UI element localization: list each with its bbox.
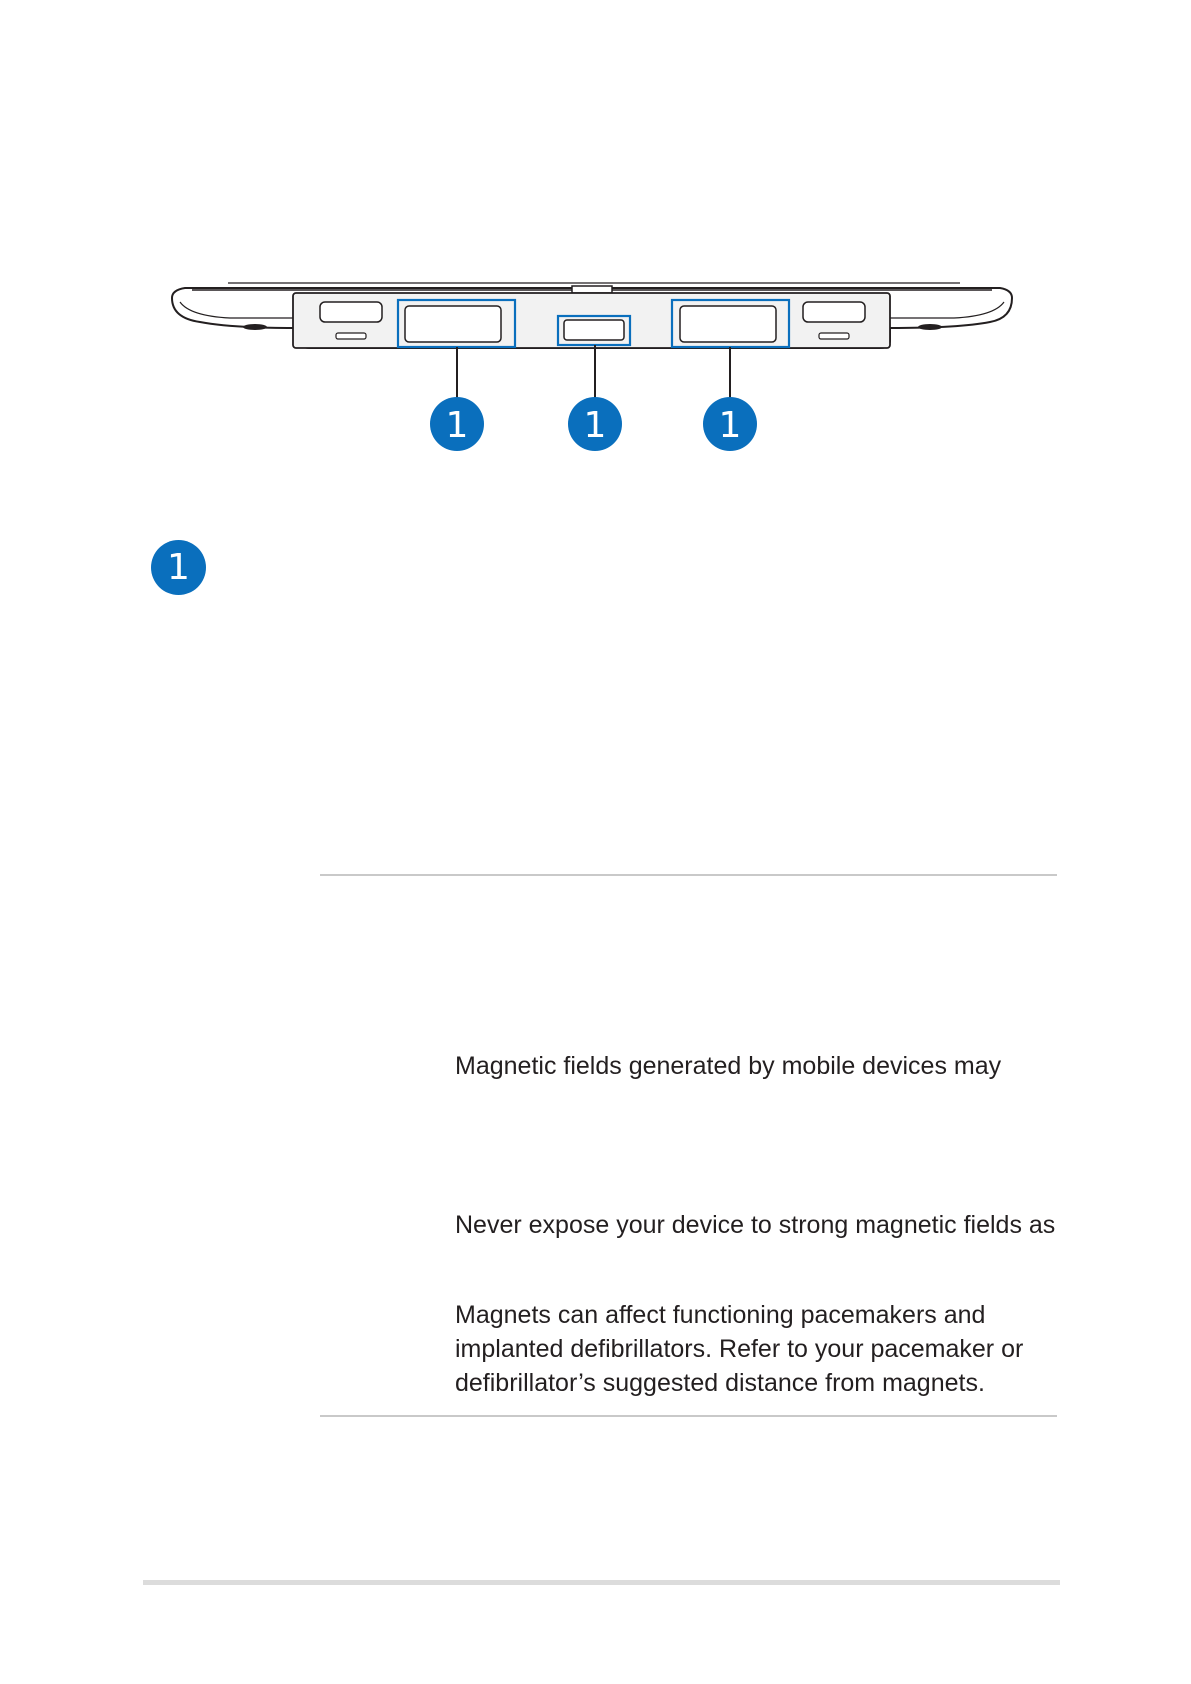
left-port xyxy=(320,302,382,322)
page-footer-rule xyxy=(143,1580,1060,1585)
notice-line-magnetic-fields: Magnetic fields generated by mobile devices may xyxy=(455,1052,1002,1080)
device-front-diagram xyxy=(0,0,1191,480)
notice-top-divider xyxy=(320,874,1057,876)
pacemaker-line-3: defibrillator’s suggested distance from magnets. xyxy=(455,1369,985,1397)
legend-callout-number: 1 xyxy=(167,547,190,588)
callout-right-label: 1 xyxy=(718,405,742,446)
notice-bottom-divider xyxy=(320,1415,1057,1417)
callout-left xyxy=(430,397,484,451)
center-connector xyxy=(564,320,624,340)
right-magnet xyxy=(680,306,776,342)
callout-center xyxy=(568,397,622,451)
callout-left-label: 1 xyxy=(445,405,469,446)
notice-pacemaker-warning xyxy=(455,1298,1055,1400)
left-magnet xyxy=(405,306,501,342)
pacemaker-line-2: implanted defibrillators. Refer to your pacemaker or xyxy=(455,1335,1024,1363)
notice-line-never-expose: Never expose your device to strong magnetic fields as xyxy=(455,1211,1056,1239)
callout-right xyxy=(703,397,757,451)
legend-callout xyxy=(151,540,206,595)
right-port xyxy=(803,302,865,322)
callout-center-label: 1 xyxy=(583,405,607,446)
pacemaker-line-1: Magnets can affect functioning pacemakers and xyxy=(455,1301,986,1329)
